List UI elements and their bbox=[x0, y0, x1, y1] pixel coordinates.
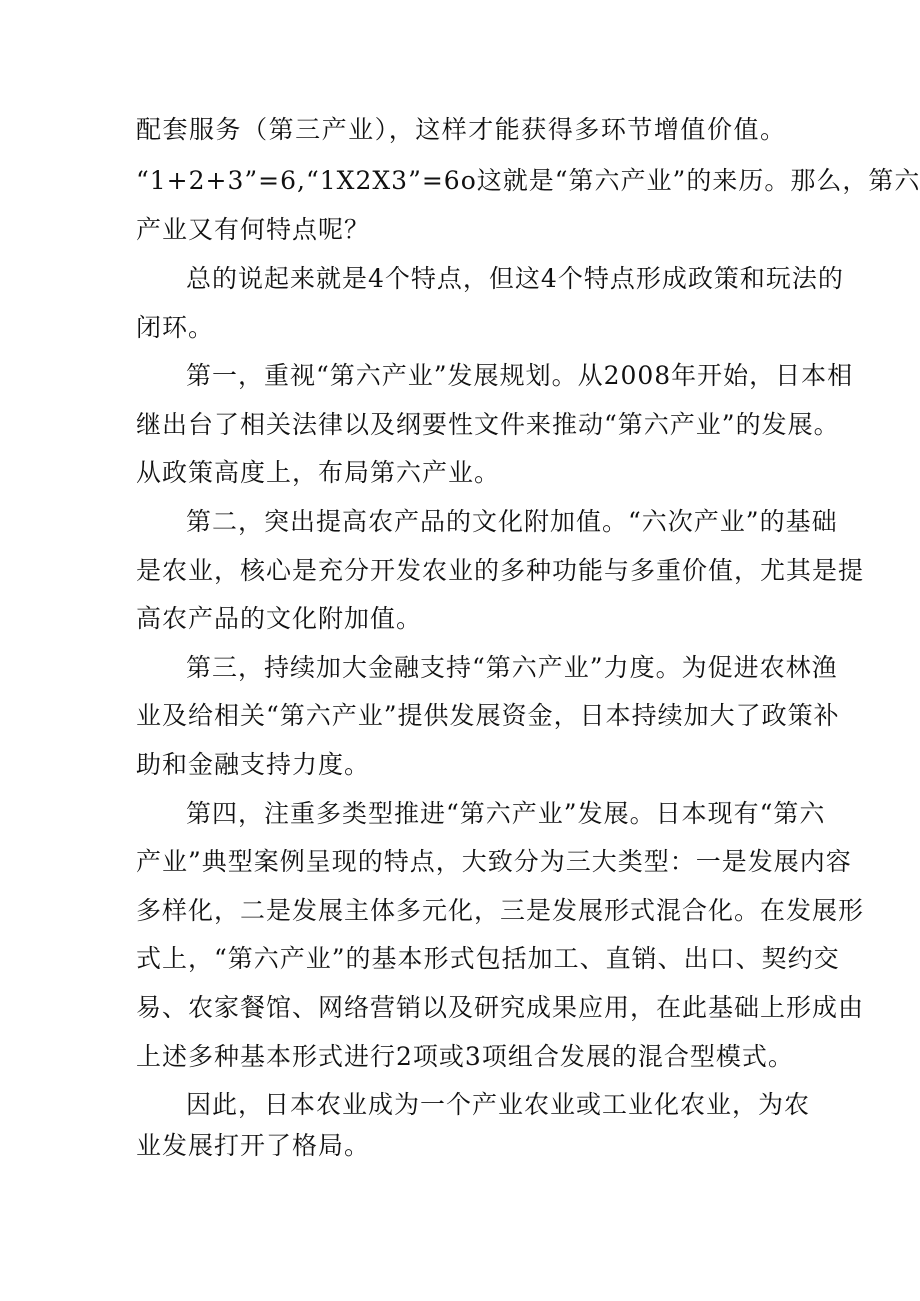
text-line-8: 从政策高度上，布局第六产业。 bbox=[136, 458, 501, 487]
text-line-14: 助和金融支持力度。 bbox=[136, 750, 371, 779]
text-line-22: 业发展打开了格局。 bbox=[136, 1131, 371, 1160]
text-line-15: 第四，注重多类型推进“第六产业”发展。日本现有“第六 bbox=[186, 799, 826, 828]
text-line-13: 业及给相关“第六产业”提供发展资金，日本持续加大了政策补 bbox=[136, 701, 840, 730]
text-line-3: 产业又有何特点呢？ bbox=[136, 215, 371, 244]
text-line-2: “1+2+3”=6,“1X2X3”=6o这就是“第六产业”的来历。那么，第六 bbox=[136, 166, 920, 195]
text-line-6: 第一，重视“第六产业”发展规划。从2008年开始，日本相 bbox=[186, 361, 854, 390]
text-line-10: 是农业，核心是充分开发农业的多种功能与多重价值，尤其是提 bbox=[136, 556, 865, 585]
text-line-5: 闭环。 bbox=[136, 313, 215, 342]
text-line-1: 配套服务（第三产业），这样才能获得多环节增值价值。 bbox=[136, 115, 786, 144]
text-line-20: 上述多种基本形式进行2项或3项组合发展的混合型模式。 bbox=[136, 1042, 794, 1071]
text-line-9: 第二，突出提高农产品的文化附加值。“六次产业”的基础 bbox=[186, 507, 838, 536]
text-line-21: 因此，日本农业成为一个产业农业或工业化农业，为农 bbox=[186, 1090, 811, 1119]
text-line-17: 多样化，二是发展主体多元化，三是发展形式混合化。在发展形 bbox=[136, 896, 865, 925]
text-line-4: 总的说起来就是4个特点，但这4个特点形成政策和玩法的 bbox=[186, 264, 844, 293]
text-line-11: 高农产品的文化附加值。 bbox=[136, 604, 423, 633]
text-line-18: 式上，“第六产业”的基本形式包括加工、直销、出口、契约交 bbox=[136, 944, 840, 973]
text-line-7: 继出台了相关法律以及纲要性文件来推动“第六产业”的发展。 bbox=[136, 410, 840, 439]
text-line-19: 易、农家餐馆、网络营销以及研究成果应用，在此基础上形成由 bbox=[136, 993, 865, 1022]
text-line-16: 产业”典型案例呈现的特点，大致分为三大类型：一是发展内容 bbox=[136, 847, 852, 876]
text-line-12: 第三，持续加大金融支持“第六产业”力度。为促进农林渔 bbox=[186, 653, 838, 682]
